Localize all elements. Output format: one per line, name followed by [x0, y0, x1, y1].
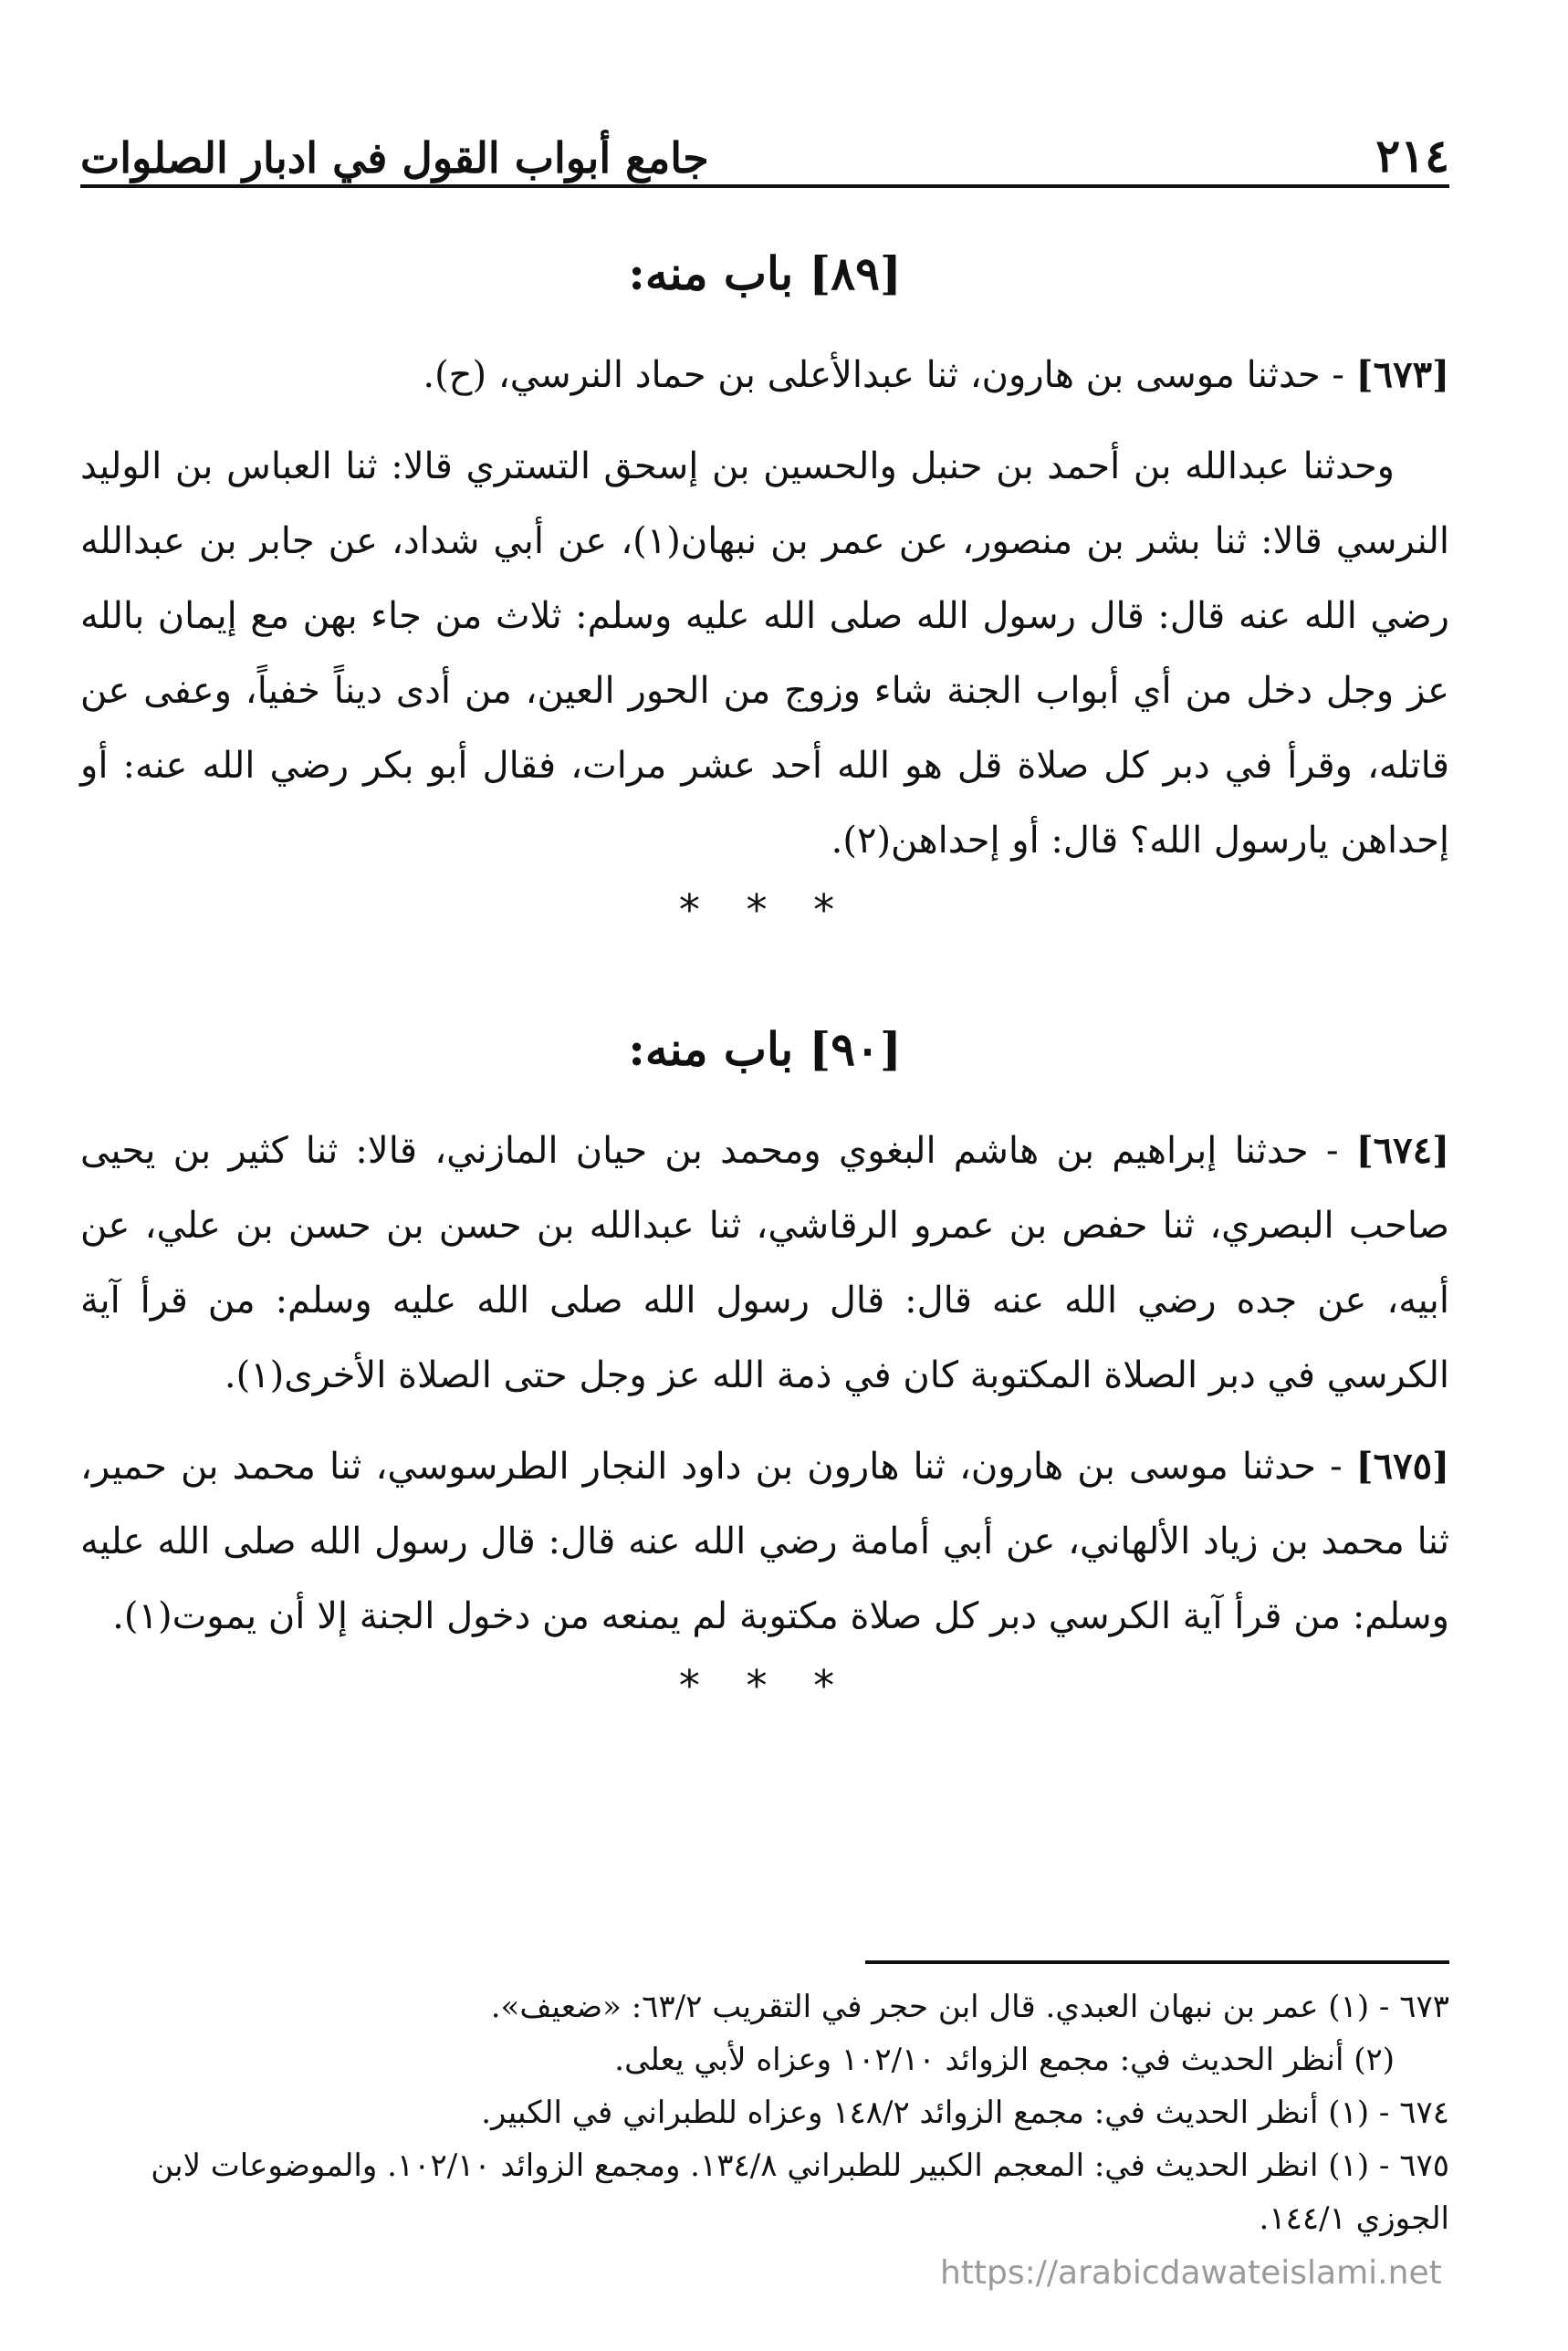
hadith-number: [٦٧٣] — [1355, 353, 1449, 396]
chapter-title-90: [٩٠] باب منه: — [628, 1022, 902, 1076]
section-89-body — [80, 338, 1449, 894]
footnote-674-1: ٦٧٤ - (١) أنظر الحديث في: مجمع الزوائد ١٤٨/٢ وعزاه للطبراني في الكبير. — [481, 2095, 1449, 2131]
footnote-675-1: ٦٧٥ - (١) انظر الحديث في: المعجم الكبير للطبراني ١٣٤/٨. ومجمع الزوائد ١٠٢/١٠. والموضوعات لابن الجوزي ١٤٤/١. — [151, 2147, 1449, 2237]
book-page — [80, 0, 1449, 2351]
footnote-673-2: (٢) أنظر الحديث في: مجمع الزوائد ١٠٢/١٠ وعزاه لأبي يعلى. — [614, 2042, 1395, 2078]
hadith-673 — [80, 338, 1449, 413]
hadith-text: - حدثنا إبراهيم بن هاشم البغوي ومحمد بن حيان المازني، قالا: ثنا كثير بن يحيى صاحب البصري، ثنا حفص بن عمرو الرقاشي، ثنا عبدالله بن حسن بن حسن بن علي، عن أبيه، عن جده رضي الله عنه قال: قال رسول الله صلى الله عليه وسلم: من قرأ آية الكرسي في دبر الصلاة المكتوبة كان في ذمة الله عز وجل حتى الصلاة الأخرى(١). — [80, 1130, 1449, 1396]
footnote-rule — [865, 1960, 1449, 1964]
footnotes — [80, 1980, 1449, 2245]
page-number: ٢١٤ — [1375, 129, 1449, 183]
hadith-text: - حدثنا موسى بن هارون، ثنا عبدالأعلى بن حماد النرسي، (ح). — [423, 354, 1344, 396]
running-title: جامع أبواب القول في ادبار الصلوات — [80, 133, 709, 183]
section-separator: * * * — [678, 1661, 852, 1710]
hadith-number: [٦٧٥] — [1355, 1445, 1449, 1488]
section-90-body — [80, 1113, 1449, 1670]
hadith-675 — [80, 1429, 1449, 1654]
section-separator: * * * — [678, 885, 852, 935]
watermark-url: https://arabicdawateislami.net — [940, 2254, 1442, 2292]
footnote-673-1: ٦٧٣ - (١) عمر بن نبهان العبدي. قال ابن حجر في التقريب ٦٣/٢: «ضعيف». — [490, 1989, 1449, 2025]
hadith-number: [٦٧٤] — [1355, 1129, 1450, 1172]
hadith-674 — [80, 1113, 1449, 1413]
chapter-title-89: [٨٩] باب منه: — [628, 246, 902, 300]
header-rule — [80, 184, 1449, 188]
hadith-673-continuation: وحدثنا عبدالله بن أحمد بن حنبل والحسين بن إسحق التستري قالا: ثنا العباس بن الوليد النرسي قالا: ثنا بشر بن منصور، عن عمر بن نبهان(١)، عن أبي شداد، عن جابر بن عبدالله رضي الله عنه قال: قال رسول الله صلى الله عليه وسلم: ثلاث من جاء بهن مع إيمان بالله عز وجل دخل من أي أبواب الجنة شاء وزوج من الحور العين، من أدى ديناً خفياً، وعفى عن قاتله، وقرأ في دبر كل صلاة قل هو الله أحد عشر مرات، فقال أبو بكر رضي الله عنه: أو إحداهن يارسول الله؟ قال: أو إحداهن(٢). — [80, 445, 1450, 862]
hadith-text: - حدثنا موسى بن هارون، ثنا هارون بن داود النجار الطرسوسي، ثنا محمد بن حمير، ثنا محمد بن زياد الألهاني، عن أبي أمامة رضي الله عنه قال: قال رسول الله صلى الله عليه وسلم: من قرأ آية الكرسي دبر كل صلاة مكتوبة لم يمنعه من دخول الجنة إلا أن يموت(١). — [80, 1446, 1449, 1637]
page-header — [80, 119, 1449, 183]
